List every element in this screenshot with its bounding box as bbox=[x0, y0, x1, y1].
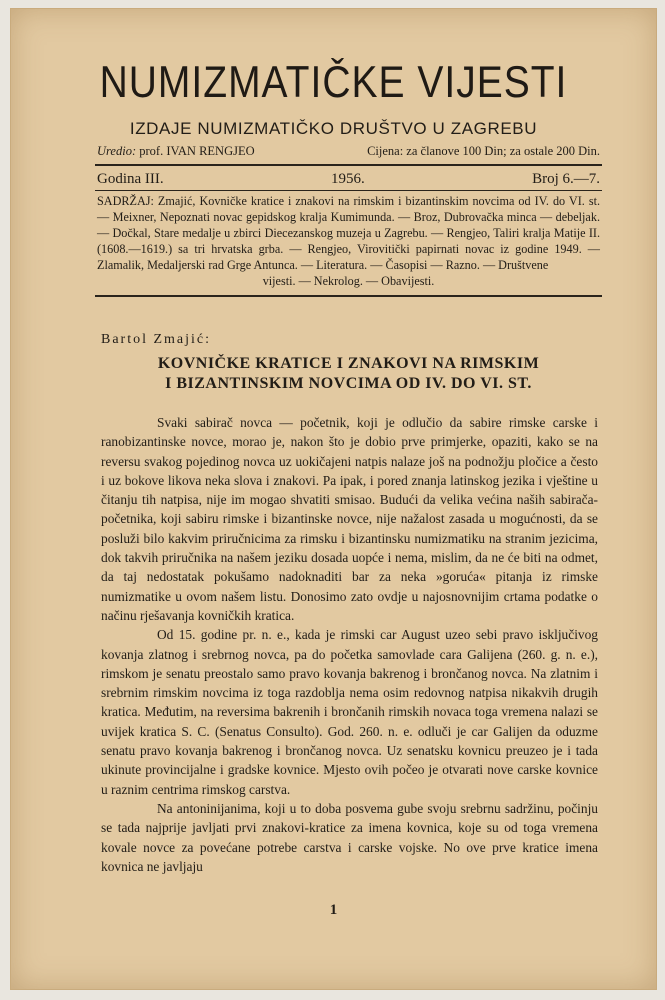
journal-page bbox=[10, 8, 657, 990]
article-title-line-2: I BIZANTINSKIM NOVCIMA OD IV. DO VI. ST. bbox=[165, 375, 532, 392]
article-title bbox=[91, 354, 606, 394]
rule-contents-top bbox=[95, 190, 602, 191]
article-author: Bartol Zmajić: bbox=[101, 332, 212, 347]
rule-top bbox=[95, 164, 602, 166]
price-note: Cijena: za članove 100 Din; za ostale 200 Din. bbox=[367, 144, 600, 158]
issue-info-row bbox=[97, 171, 600, 188]
publisher-line: IZDAJE NUMIZMATIČKO DRUŠTVO U ZAGREBU bbox=[129, 119, 538, 138]
contents-last-line: vijesti. — Nekrolog. — Obavijesti. bbox=[262, 274, 435, 288]
issue-number: Broj 6.—7. bbox=[532, 171, 600, 187]
rule-contents-bottom bbox=[95, 295, 602, 297]
journal-title: NUMIZMATIČKE VIJESTI bbox=[99, 57, 568, 108]
paragraph: Na antoninijanima, koji u to doba posvema gube svoju srebrnu sadržinu, počinju se tada najprije javljati prvi znakovi-kratice za imena kovnica, koje su od toga vremena kovale novce za povećane potrebe carstva i carske vojske. No ove prve kratice imena kovnica ne javljaju bbox=[101, 800, 598, 874]
contents-label: SADRŽAJ: bbox=[97, 194, 154, 208]
editor-name: prof. IVAN RENGJEO bbox=[139, 144, 255, 158]
table-of-contents bbox=[97, 193, 600, 289]
editor-price-row bbox=[97, 144, 600, 159]
editor-credit bbox=[97, 144, 255, 159]
contents-text: Zmajić, Kovničke kratice i znakovi na rimskim i bizantinskim novcima od IV. do VI. st. — Meixner, Nepoznati novac gepidskog kralja Kumimunda. — Broz, Dubrovačka minca — debeljak. — Dočkal, Stare medalje u zbirci Diecezanskog muzeja u Zagrebu. — Rengjeo, Taliri kralja Matije II. (1608.—1619.) sa tri hrvatska grba. — Rengjeo, Virovitički papirnati novac iz godine 1949. — Zlamalik, Medaljerski rad Grge Antunca. — Literatura. — Časopisi — Razno. — Društvene bbox=[97, 194, 601, 272]
issue-year: 1956. bbox=[330, 171, 365, 187]
paragraph: Svaki sabirač novca — početnik, koji je odlučio da sabire rimske carske i ranobizantinske novce, morao je, nakon što je dobio prve primjerke, opaziti, kako se na reversu svakog pojedinog novca uz uokičajeni natpis nalaze još na podnožju pločice a često i uz bokove likova neka slova i znakovi. Pa ipak, i pored znanja latinskog jezika i vještine u čitanju tih natpisa, nije im mogao shvatiti smisao. Budući da velika većina naših sabirača-početnika, koji sabiru rimske i bizantinske novce, nije nažalost zasada u mogućnosti, da se posluži bilo kakvim priručnicima za rimsku i bizantinsku numizmatiku na stranim jezicima, dok takvih priručnika na našem jeziku dosada uopće i nema, mislim, da ne će biti na odmet, da taj nedostatak pokušamo nadoknaditi bar za neka »goruća« pitanja iz rimske numizmatike u ovom našem listu. Donosimo zato ovdje u najosnovnijim crtama podatke o načinu rješavanja kovničkih kratica. bbox=[101, 415, 598, 623]
editor-label: Uredio: bbox=[97, 144, 137, 158]
paragraph: Od 15. godine pr. n. e., kada je rimski car August uzeo sebi pravo isključivog kovanja zlatnog i srebrnog novca, pa do početka samovlade cara Galijena (260. g. n. e.), rimskom je senatu preostalo samo pravo kovanja bakrenog i brončanog novca. Na zlatnim i srebrnim rimskim novcima iz toga razdoblja nema osim redovnog natpisa nikakvih drugih kratica. Međutim, na reversima bakrenih i brončanih rimskih novaca toga vremena nalazi se uvijek kratica S. C. (Senatus Consulto). God. 260. n. e. odluči je car Galijen da oduzme senatu pravo kovanja bakrenog i brončanog novca. Uz senatsku kovnicu preuzeo je i tada ukinute provincijalne i gradske kovnice. Mjesto ovih počeo je otvarati nove carske kovnice u raznim centrima rimskog carstva. bbox=[101, 627, 598, 797]
article-body bbox=[101, 413, 598, 876]
article-title-line-1: KOVNIČKE KRATICE I ZNAKOVI NA RIMSKIM bbox=[157, 355, 540, 372]
page-number: 1 bbox=[329, 902, 338, 918]
volume-label: Godina III. bbox=[97, 171, 164, 187]
